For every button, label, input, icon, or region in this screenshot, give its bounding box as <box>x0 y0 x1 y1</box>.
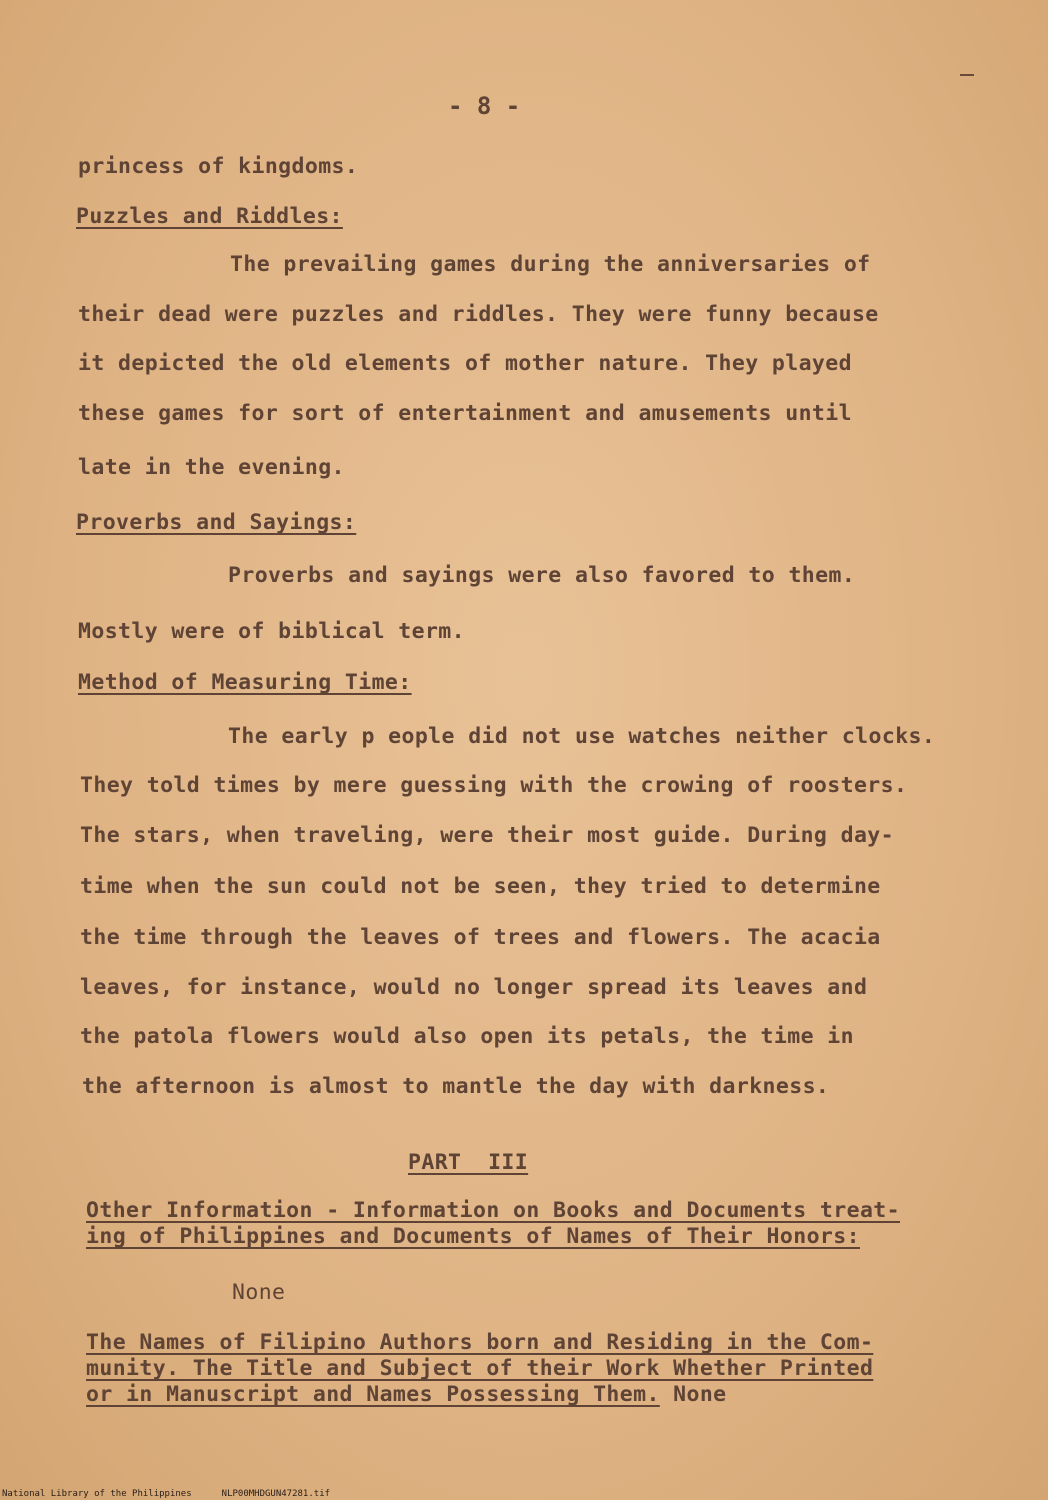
section-heading-puzzles: Puzzles and Riddles: <box>76 204 343 229</box>
footer-filename: NLP00MHDGUN47281.tif <box>221 1489 331 1499</box>
text-line: The stars, when traveling, were their most guide. During day- <box>80 823 894 848</box>
section-heading-authors: The Names of Filipino Authors born and Residing in the Com- <box>86 1330 874 1355</box>
section-heading-other-information-cont: ing of Philippines and Documents of Names of Their Honors: <box>86 1224 860 1249</box>
scan-footer <box>2 1489 330 1499</box>
text-line: the afternoon is almost to mantle the day with darkness. <box>82 1074 830 1099</box>
text-line: the time through the leaves of trees and flowers. The acacia <box>80 925 881 950</box>
part-heading: PART III <box>408 1150 529 1175</box>
section-heading-authors-end: or in Manuscript and Names Possessing Them. <box>86 1382 660 1407</box>
none-text-inline: None <box>659 1382 727 1407</box>
text-line: They told times by mere guessing with the crowing of roosters. <box>80 773 908 798</box>
text-line: The early p eople did not use watches neither clocks. <box>228 724 936 749</box>
text-line: Proverbs and sayings were also favored to them. <box>228 563 856 588</box>
text-line: The prevailing games during the anniversaries of <box>230 252 871 277</box>
section-heading-authors-cont: munity. The Title and Subject of their Work Whether Printed <box>86 1356 874 1381</box>
edge-mark <box>960 74 974 76</box>
none-text: None <box>232 1280 286 1305</box>
text-line: the patola flowers would also open its petals, the time in <box>80 1024 854 1049</box>
text-line: it depicted the old elements of mother nature. They played <box>78 351 852 376</box>
text-line: time when the sun could not be seen, they tried to determine <box>80 874 881 899</box>
page-number: - 8 - <box>448 92 521 120</box>
text-line: these games for sort of entertainment and amusements until <box>78 401 852 426</box>
text-line: leaves, for instance, would no longer spread its leaves and <box>80 975 868 1000</box>
footer-library: National Library of the Philippines <box>2 1489 192 1499</box>
section-heading-authors-last <box>86 1382 727 1407</box>
text-line: Mostly were of biblical term. <box>78 619 465 644</box>
text-line: their dead were puzzles and riddles. They were funny because <box>78 302 879 327</box>
section-heading-proverbs: Proverbs and Sayings: <box>76 510 357 535</box>
section-heading-other-information: Other Information - Information on Books and Documents treat- <box>86 1198 900 1223</box>
text-line: princess of kingdoms. <box>78 154 359 179</box>
text-line: late in the evening. <box>78 455 345 480</box>
section-heading-measuring-time: Method of Measuring Time: <box>78 670 412 695</box>
